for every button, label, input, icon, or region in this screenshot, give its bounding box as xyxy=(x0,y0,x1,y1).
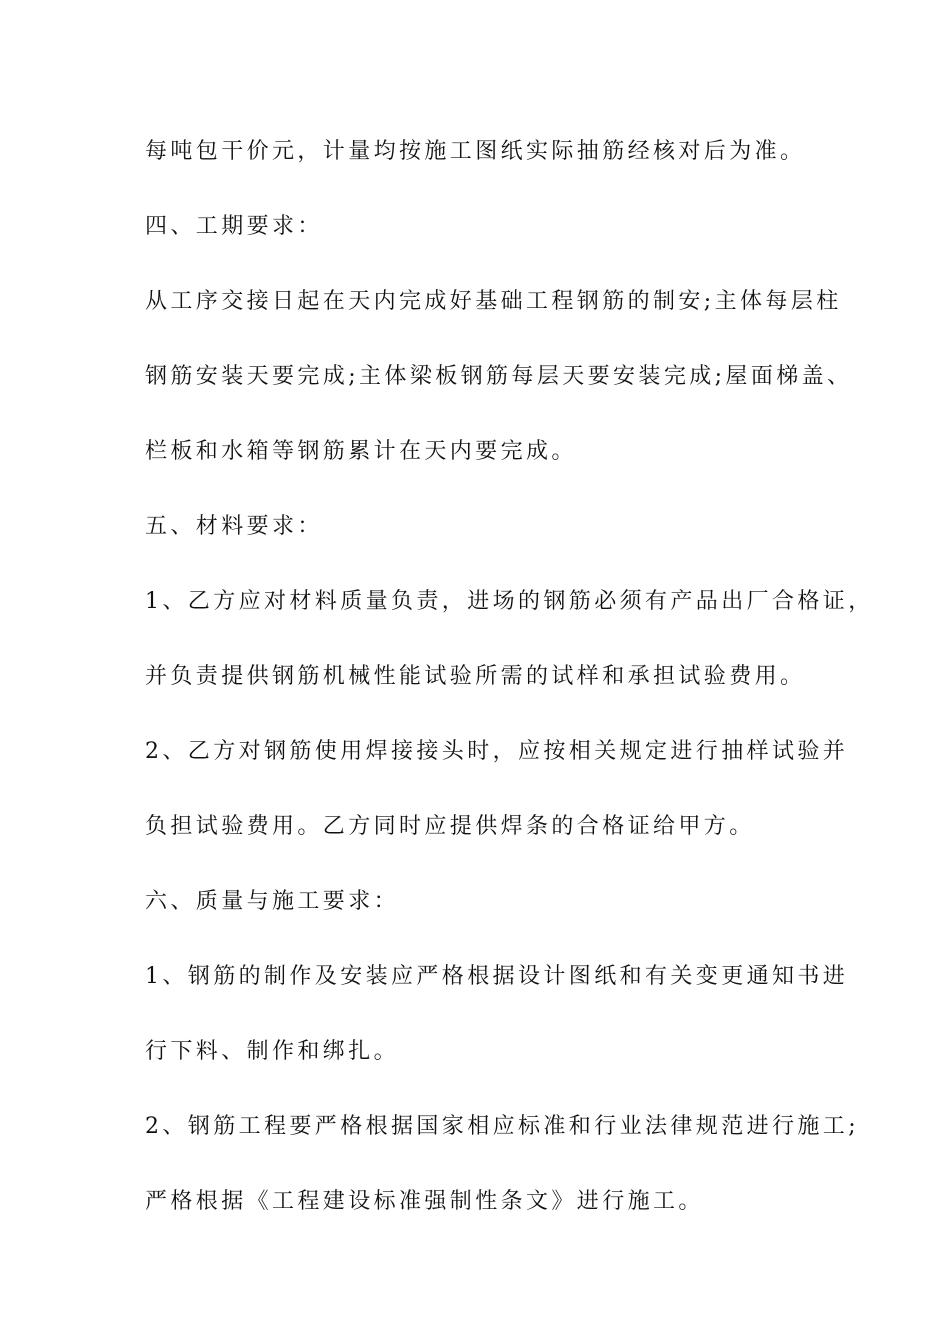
paragraph-line: 负担试验费用。乙方同时应提供焊条的合格证给甲方。 xyxy=(145,814,755,839)
paragraph-line: 2、钢筋工程要严格根据国家相应标准和行业法律规范进行施工; xyxy=(145,1114,860,1139)
paragraph-line: 从工序交接日起在天内完成好基础工程钢筋的制安;主体每层柱 xyxy=(145,289,842,314)
paragraph-line: 1、乙方应对材料质量负责，进场的钢筋必须有产品出厂合格证， xyxy=(145,589,874,614)
paragraph-line: 行下料、制作和绑扎。 xyxy=(145,1039,400,1064)
paragraph-line: 栏板和水箱等钢筋累计在天内要完成。 xyxy=(145,439,577,464)
section-heading-materials: 五、材料要求： xyxy=(145,514,323,539)
paragraph-line: 1、钢筋的制作及安装应严格根据设计图纸和有关变更通知书进 xyxy=(145,964,849,989)
section-heading-quality: 六、质量与施工要求： xyxy=(145,889,400,914)
paragraph-line: 严格根据《工程建设标准强制性条文》进行施工。 xyxy=(145,1189,704,1214)
section-heading-schedule: 四、工期要求： xyxy=(145,214,323,239)
paragraph-line-price-terms: 每吨包干价元，计量均按施工图纸实际抽筋经核对后为准。 xyxy=(145,139,806,164)
paragraph-line: 并负责提供钢筋机械性能试验所需的试样和承担试验费用。 xyxy=(145,664,806,689)
paragraph-line: 2、乙方对钢筋使用焊接接头时，应按相关规定进行抽样试验并 xyxy=(145,739,849,764)
paragraph-line: 钢筋安装天要完成;主体梁板钢筋每层天要安装完成;屋面梯盖、 xyxy=(145,364,853,389)
document-body xyxy=(145,133,874,1258)
